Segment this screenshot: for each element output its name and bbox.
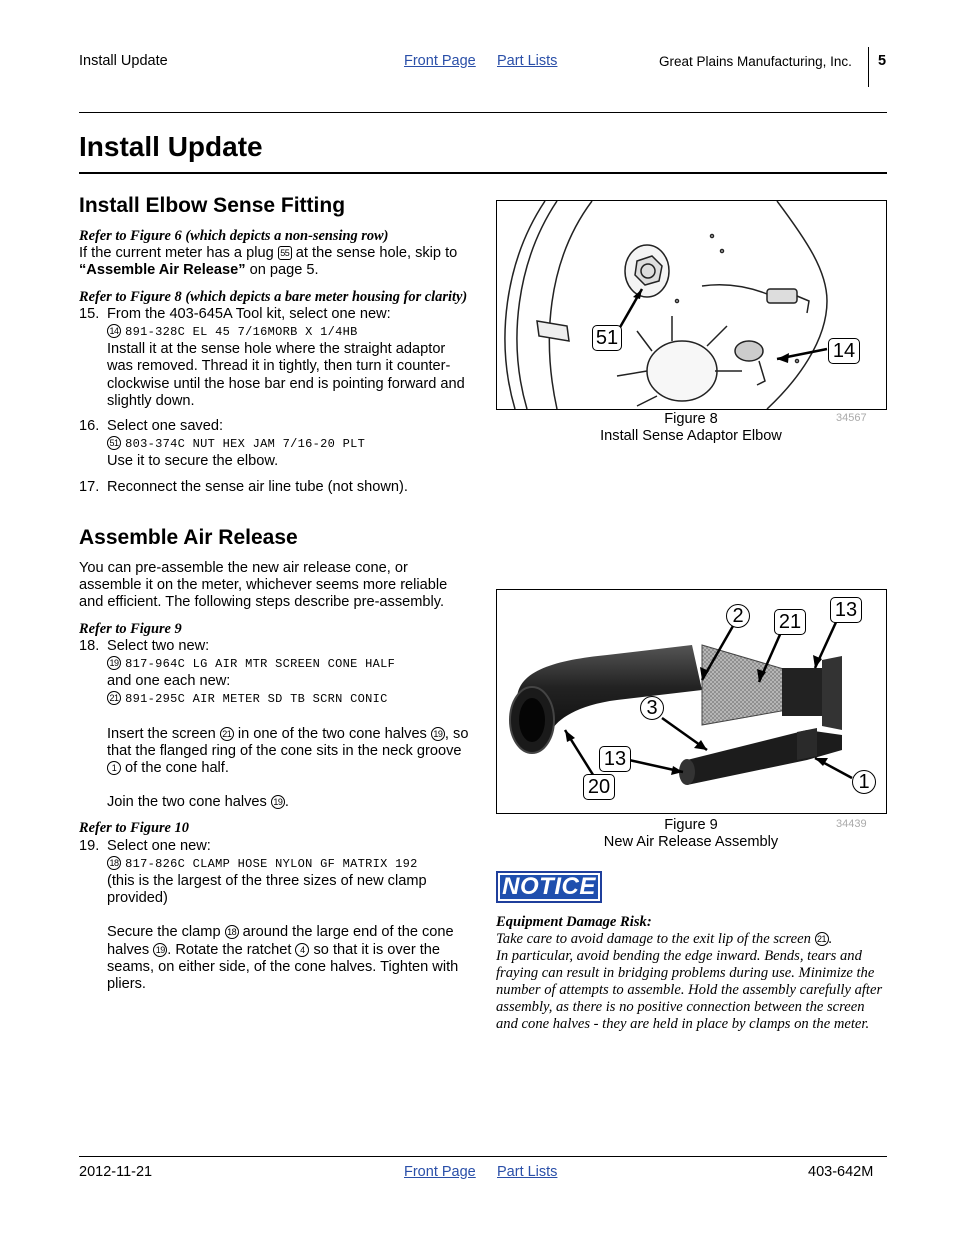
figure-9-callout-13-top: 13 <box>830 597 862 623</box>
footer-doc-number: 403-642M <box>808 1164 874 1180</box>
air-release-intro: You can pre-assemble the new air release cone, or assemble it on the meter, whichever seems more reliable and efficient. The following steps describe pre-assembly. <box>79 560 448 611</box>
refer-figure-9: Refer to Figure 9 <box>79 620 182 637</box>
part-callout-19: 19 <box>107 656 121 670</box>
part-number: 817-826C CLAMP HOSE NYLON GF MATRIX 192 <box>125 856 418 871</box>
company-name: Great Plains Manufacturing, Inc. <box>659 54 852 69</box>
step-18: 18. Select two new: 19 817-964C LG AIR MTR SCREEN CONE HALF and one each new: 21 891-295C AIR METER SD TB SCRN CONIC Insert the screen 21 in one of the two cone halves 19 , so that the flanged ring of the cone sits in the neck groove 1 of the cone half. Join the two cone halves 19 . <box>79 638 474 812</box>
notice-line-1: Take care to avoid damage to the exit lip of the screen 21 . <box>496 931 833 947</box>
notice-title: Equipment Damage Risk: <box>496 914 652 930</box>
figure-8-callout-51: 51 <box>592 325 622 351</box>
step-16: 16. Select one saved: 51 803-374C NUT HEX JAM 7/16-20 PLT Use it to secure the elbow. <box>79 418 366 470</box>
section-air-release-body <box>79 560 474 993</box>
secure-clamp-text: Secure the clamp 18 around the large end of the cone halves 19 . Rotate the ratchet 4 so that it is over the seams, on either side, of the cone halves. Tighten with pliers. <box>107 924 459 993</box>
page-number: 5 <box>878 53 887 69</box>
figure-8-caption: Figure 8 Install Sense Adaptor Elbow <box>600 411 782 444</box>
figure-9-callout-1: 1 <box>852 770 876 794</box>
part-number: 891-295C AIR METER SD TB SCRN CONIC <box>125 692 388 707</box>
header-rule <box>79 112 887 113</box>
assemble-air-release-link[interactable]: “Assemble Air Release” <box>79 262 246 279</box>
figure-9-callout-20: 20 <box>583 774 615 800</box>
part-lists-link[interactable]: Part Lists <box>497 53 558 69</box>
meter-housing-drawing <box>497 201 886 409</box>
figure-9-callout-13-bottom: 13 <box>599 746 631 772</box>
notice-badge: NOTICE <box>496 871 602 903</box>
part-callout-55: 55 <box>278 246 292 260</box>
part-callout-18: 18 <box>107 856 121 870</box>
page-title: Install Update <box>79 131 263 162</box>
refer-figure-6: Refer to Figure 6 (which depicts a non-sensing row) <box>79 228 389 244</box>
header-section: Install Update <box>79 53 168 69</box>
plug-paragraph: If the current meter has a plug 55 at the sense hole, skip to “Assemble Air Release” on page 5. <box>79 245 458 279</box>
refer-figure-10: Refer to Figure 10 <box>79 820 189 837</box>
section-heading-elbow: Install Elbow Sense Fitting <box>79 194 346 217</box>
figure-9-callout-21: 21 <box>774 609 806 635</box>
title-rule <box>79 172 887 174</box>
figure-9-image <box>496 589 887 814</box>
part-number: 817-964C LG AIR MTR SCREEN CONE HALF <box>125 657 396 672</box>
part-callout-21: 21 <box>107 691 121 705</box>
section-elbow-body <box>79 228 474 496</box>
step-19: 19. Select one new: 18 817-826C CLAMP HOSE NYLON GF MATRIX 192 (this is the largest of the three sizes of new clamp provided) Secure the clamp 18 around the large end of the cone halves 19 . Rotate the ratchet 4 so that it is over the seams, on either side, of the cone halves. Tighten with pliers. <box>79 838 474 994</box>
step-15: 15. From the 403-645A Tool kit, select one new: 14 891-328C EL 45 7/16MORB X 1/4HB Install it at the sense hole where the straight adaptor was removed. Thread it in tightly, then turn it counter-clockwise until the hose bar end is pointing forward and slightly down. <box>79 305 465 409</box>
header-divider <box>868 47 869 87</box>
part-callout-14: 14 <box>107 324 121 338</box>
air-release-drawing <box>497 590 886 813</box>
figure-9-id: 34439 <box>836 818 867 830</box>
refer-figure-8: Refer to Figure 8 (which depicts a bare meter housing for clarity) <box>79 288 468 305</box>
section-heading-air-release: Assemble Air Release <box>79 526 298 549</box>
figure-9-callout-2: 2 <box>726 604 750 628</box>
step-17: 17. Reconnect the sense air line tube (not shown). <box>79 478 408 495</box>
footer-date: 2012-11-21 <box>79 1164 153 1180</box>
notice-text <box>496 914 888 1033</box>
join-cone-text: Join the two cone halves 19 . <box>107 794 289 811</box>
footer-part-lists-link[interactable]: Part Lists <box>497 1164 558 1180</box>
figure-8-callout-14: 14 <box>828 338 860 364</box>
figure-8-image <box>496 200 887 410</box>
figure-9-callout-3: 3 <box>640 696 664 720</box>
figure-9-caption: Figure 9 New Air Release Assembly <box>603 817 779 850</box>
part-callout-51: 51 <box>107 436 121 450</box>
footer-rule <box>79 1156 887 1157</box>
front-page-link[interactable]: Front Page <box>404 53 476 69</box>
notice-body: In particular, avoid bending the edge inward. Bends, tears and fraying can result in bridging problems during use. Minimize the number of attempts to assemble. Hold the assembly carefully after assembly, as there is no positive connection between the screen and cone halves - they are held in place by clamps on the meter. <box>496 948 883 1032</box>
figure-8-id: 34567 <box>836 412 867 424</box>
footer-front-page-link[interactable]: Front Page <box>404 1164 476 1180</box>
part-number: 891-328C EL 45 7/16MORB X 1/4HB <box>125 325 358 340</box>
insert-screen-text: Insert the screen 21 in one of the two cone halves 19 , so that the flanged ring of the cone sits in the neck groove 1 of the cone half. <box>107 725 469 777</box>
part-number: 803-374C NUT HEX JAM 7/16-20 PLT <box>125 437 366 452</box>
